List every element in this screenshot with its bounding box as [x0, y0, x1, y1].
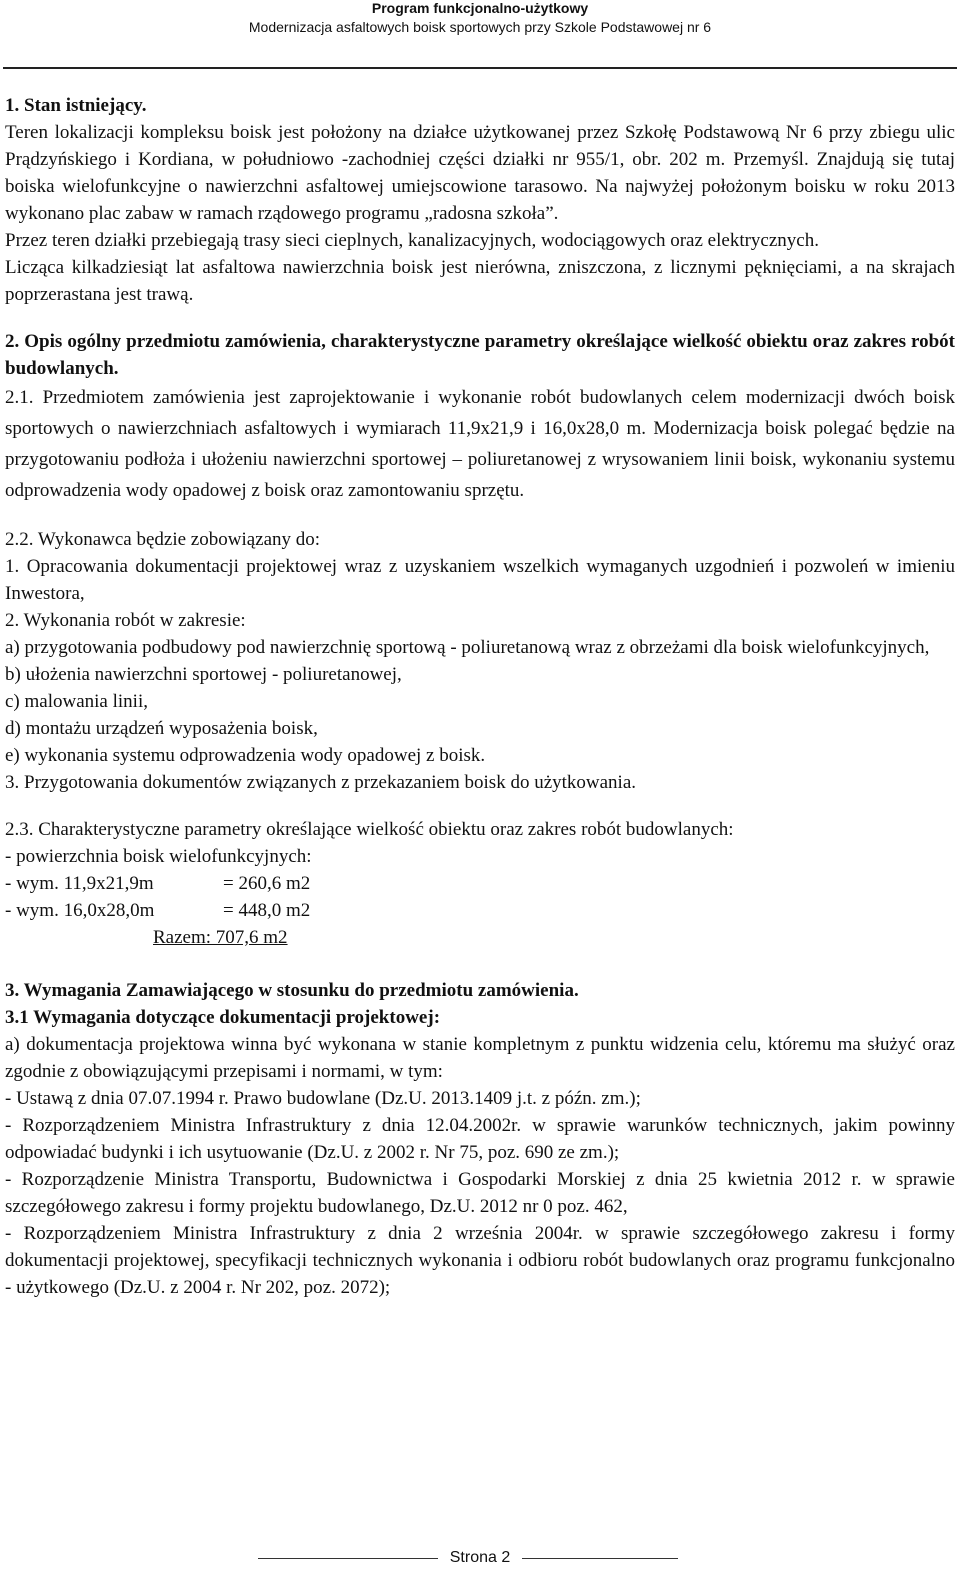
dimension-row-1: [5, 870, 955, 897]
document-body: [5, 92, 955, 1301]
list-item-3: 3. Przygotowania dokumentów związanych z przekazaniem boisk do użytkowania.: [5, 772, 637, 793]
total-area: Razem: 707,6 m2: [153, 927, 288, 948]
dimension-area-2: = 448,0 m2: [223, 900, 311, 921]
list-item-1: 1. Opracowania dokumentacji projektowej wraz z uzyskaniem wszelkich wymaganych uzgodnień i pozwoleń w imieniu Inwestora,: [5, 556, 955, 604]
dimension-label-1: - wym. 11,9x21,9m: [5, 873, 154, 894]
dimension-area-1: = 260,6 m2: [223, 873, 311, 894]
section-2-3-paragraph: 2.3. Charakterystyczne parametry określające wielkość obiektu oraz zakres robót budowlanych:: [5, 819, 734, 840]
dimension-label-2: - wym. 16,0x28,0m: [5, 900, 155, 921]
spacer: [5, 308, 955, 328]
section-3-1-heading: 3.1 Wymagania dotyczące dokumentacji projektowej:: [5, 1007, 441, 1028]
total-row: [5, 924, 955, 951]
regulation-1: - Ustawą z dnia 07.07.1994 r. Prawo budowlane (Dz.U. 2013.1409 j.t. z późn. zm.);: [5, 1088, 641, 1109]
section-1-paragraph-3: Licząca kilkadziesiąt lat asfaltowa nawierzchnia boisk jest nierówna, zniszczona, z licznymi pęknięciami, a na skrajach poprzerastana jest trawą.: [5, 257, 955, 305]
section-2-2-heading: 2.2. Wykonawca będzie zobowiązany do:: [5, 529, 321, 550]
dimension-row-2: [5, 897, 955, 924]
regulation-3: - Rozporządzenie Ministra Transportu, Budownictwa i Gospodarki Morskiej z dnia 25 kwietnia 2012 r. w sprawie szczegółowego zakresu i formy projektu budowlanego, Dz.U. 2012 nr 0 poz. 462,: [5, 1169, 955, 1217]
spacer: [5, 506, 955, 526]
section-2-heading: 2. Opis ogólny przedmiotu zamówienia, charakterystyczne parametry określające wielkość obiektu oraz zakres robót budowlanych.: [5, 331, 955, 379]
header-divider: [3, 67, 957, 69]
document-subtitle: Modernizacja asfaltowych boisk sportowych przy Szkole Podstawowej nr 6: [248, 19, 712, 35]
list-item-e: e) wykonania systemu odprowadzenia wody opadowej z boisk.: [5, 745, 486, 766]
requirement-a: a) dokumentacja projektowa winna być wykonana w stanie kompletnym z punktu widzenia celu, któremu ma służyć oraz zgodnie z obowiązującymi przepisami i normami, w tym:: [5, 1034, 955, 1082]
regulation-2: - Rozporządzeniem Ministra Infrastruktury z dnia 12.04.2002r. w sprawie warunków technicznych, jakim powinny odpowiadać budynki i ich usytuowanie (Dz.U. z 2002 r. Nr 75, poz. 690 ze zm.);: [5, 1115, 955, 1163]
page-number: Strona 2: [438, 1549, 522, 1566]
spacer: [5, 796, 955, 816]
spacer: [5, 951, 955, 977]
section-3-heading: 3. Wymagania Zamawiającego w stosunku do przedmiotu zamówienia.: [5, 980, 579, 1001]
regulation-4: - Rozporządzeniem Ministra Infrastruktury z dnia 2 września 2004r. w sprawie szczegółowego zakresu i formy dokumentacji projektowej, specyfikacji technicznych wykonania i odbioru robót budowlanych oraz programu funkcjonalno - użytkowego (Dz.U. z 2004 r. Nr 202, poz. 2072);: [5, 1223, 955, 1298]
section-1-heading: 1. Stan istniejący.: [5, 95, 147, 116]
list-item-d: d) montażu urządzeń wyposażenia boisk,: [5, 718, 318, 739]
section-1-paragraph-2: Przez teren działki przebiegają trasy sieci cieplnych, kanalizacyjnych, wodociągowych oraz elektrycznych.: [5, 230, 819, 251]
list-item-b: b) ułożenia nawierzchni sportowej - poliuretanowej,: [5, 664, 402, 685]
list-item-a: a) przygotowania podbudowy pod nawierzchnię sportową - poliuretanową wraz z obrzeżami dla boisk wielofunkcyjnych,: [5, 637, 930, 658]
footer-page-wrap: [0, 1549, 960, 1567]
list-item-c: c) malowania linii,: [5, 691, 148, 712]
list-item-2: 2. Wykonania robót w zakresie:: [5, 610, 246, 631]
surface-label: - powierzchnia boisk wielofunkcyjnych:: [5, 846, 312, 867]
section-2-1-paragraph: 2.1. Przedmiotem zamówienia jest zaprojektowanie i wykonanie robót budowlanych celem modernizacji dwóch boisk sportowych o nawierzchniach asfaltowych i wymiarach 11,9x21,9 i 16,0x28,0 m. Modernizacja boisk polegać będzie na przygotowaniu podłoża i ułożeniu nawierzchni sportowej – poliuretanowej z wrysowaniem linii boisk, wykonaniu systemu odprowadzenia wody opadowej z boisk oraz zamontowaniu sprzętu.: [5, 387, 955, 501]
section-1-paragraph-1: Teren lokalizacji kompleksu boisk jest położony na działce użytkowanej przez Szkołę Podstawową Nr 6 przy zbiegu ulic Prądzyńskiego i Kordiana, w południowo -zachodniej części działki nr 955/1, obr. 202 m. Przemyśl. Znajdują się tutaj boiska wielofunkcyjne o nawierzchni asfaltowej umiejscowione tarasowo. Na najwyżej położonym boisku w roku 2013 wykonano plac zabaw w ramach rządowego programu „radosna szkoła”.: [5, 122, 955, 224]
document-title: Program funkcjonalno-użytkowy: [371, 0, 589, 16]
